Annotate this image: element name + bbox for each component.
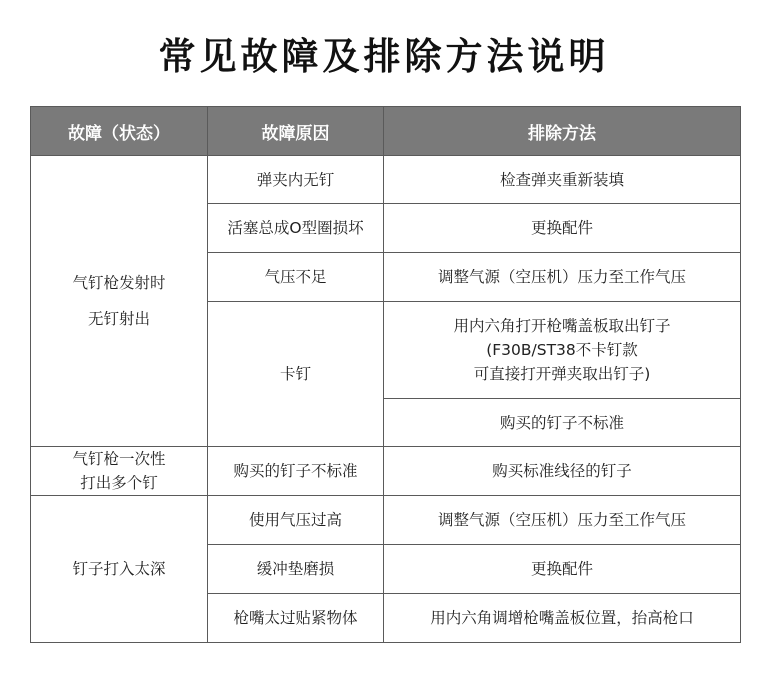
table-row: [31, 496, 741, 545]
remedy-cell: 检查弹夹重新装填: [384, 156, 741, 204]
header-fault: 故障（状态）: [31, 107, 208, 156]
table-row: [31, 447, 741, 496]
fault-text: 无钉射出: [87, 310, 150, 328]
fault-cell: [31, 447, 208, 496]
cause-cell: 枪嘴太过贴紧物体: [208, 594, 384, 643]
remedy-cell: 购买的钉子不标准: [384, 399, 741, 447]
remedy-cell: 购买标准线径的钉子: [384, 447, 741, 496]
remedy-cell: [384, 302, 741, 399]
remedy-cell: 更换配件: [384, 204, 741, 253]
remedy-cell: 用内六角调增枪嘴盖板位置，抬高枪口: [384, 594, 741, 643]
table-header-row: [31, 107, 741, 156]
cause-cell: 卡钉: [208, 302, 384, 447]
cause-cell: 弹夹内无钉: [208, 156, 384, 204]
header-cause: 故障原因: [208, 107, 384, 156]
fault-cell: 钉子打入太深: [31, 496, 208, 643]
cause-cell: 气压不足: [208, 253, 384, 302]
remedy-line: 用内六角打开枪嘴盖板取出钉子: [453, 317, 671, 335]
fault-cell: [31, 156, 208, 447]
header-remedy: 排除方法: [384, 107, 741, 156]
remedy-cell: 调整气源（空压机）压力至工作气压: [384, 253, 741, 302]
remedy-cell: 更换配件: [384, 545, 741, 594]
fault-text: 打出多个钉: [80, 474, 158, 492]
remedy-line: (F30B/ST38不卡钉款: [486, 341, 638, 359]
page-title: 常见故障及排除方法说明: [158, 34, 610, 78]
table-row: [31, 156, 741, 204]
fault-text: 气钉枪一次性: [72, 450, 166, 468]
cause-cell: 购买的钉子不标准: [208, 447, 384, 496]
cause-cell: 使用气压过高: [208, 496, 384, 545]
cause-cell: 缓冲垫磨损: [208, 545, 384, 594]
remedy-line: 可直接打开弹夹取出钉子): [473, 365, 651, 383]
fault-text: 气钉枪发射时: [72, 274, 166, 292]
fault-table: [30, 106, 741, 643]
remedy-cell: 调整气源（空压机）压力至工作气压: [384, 496, 741, 545]
cause-cell: 活塞总成O型圈损坏: [208, 204, 384, 253]
